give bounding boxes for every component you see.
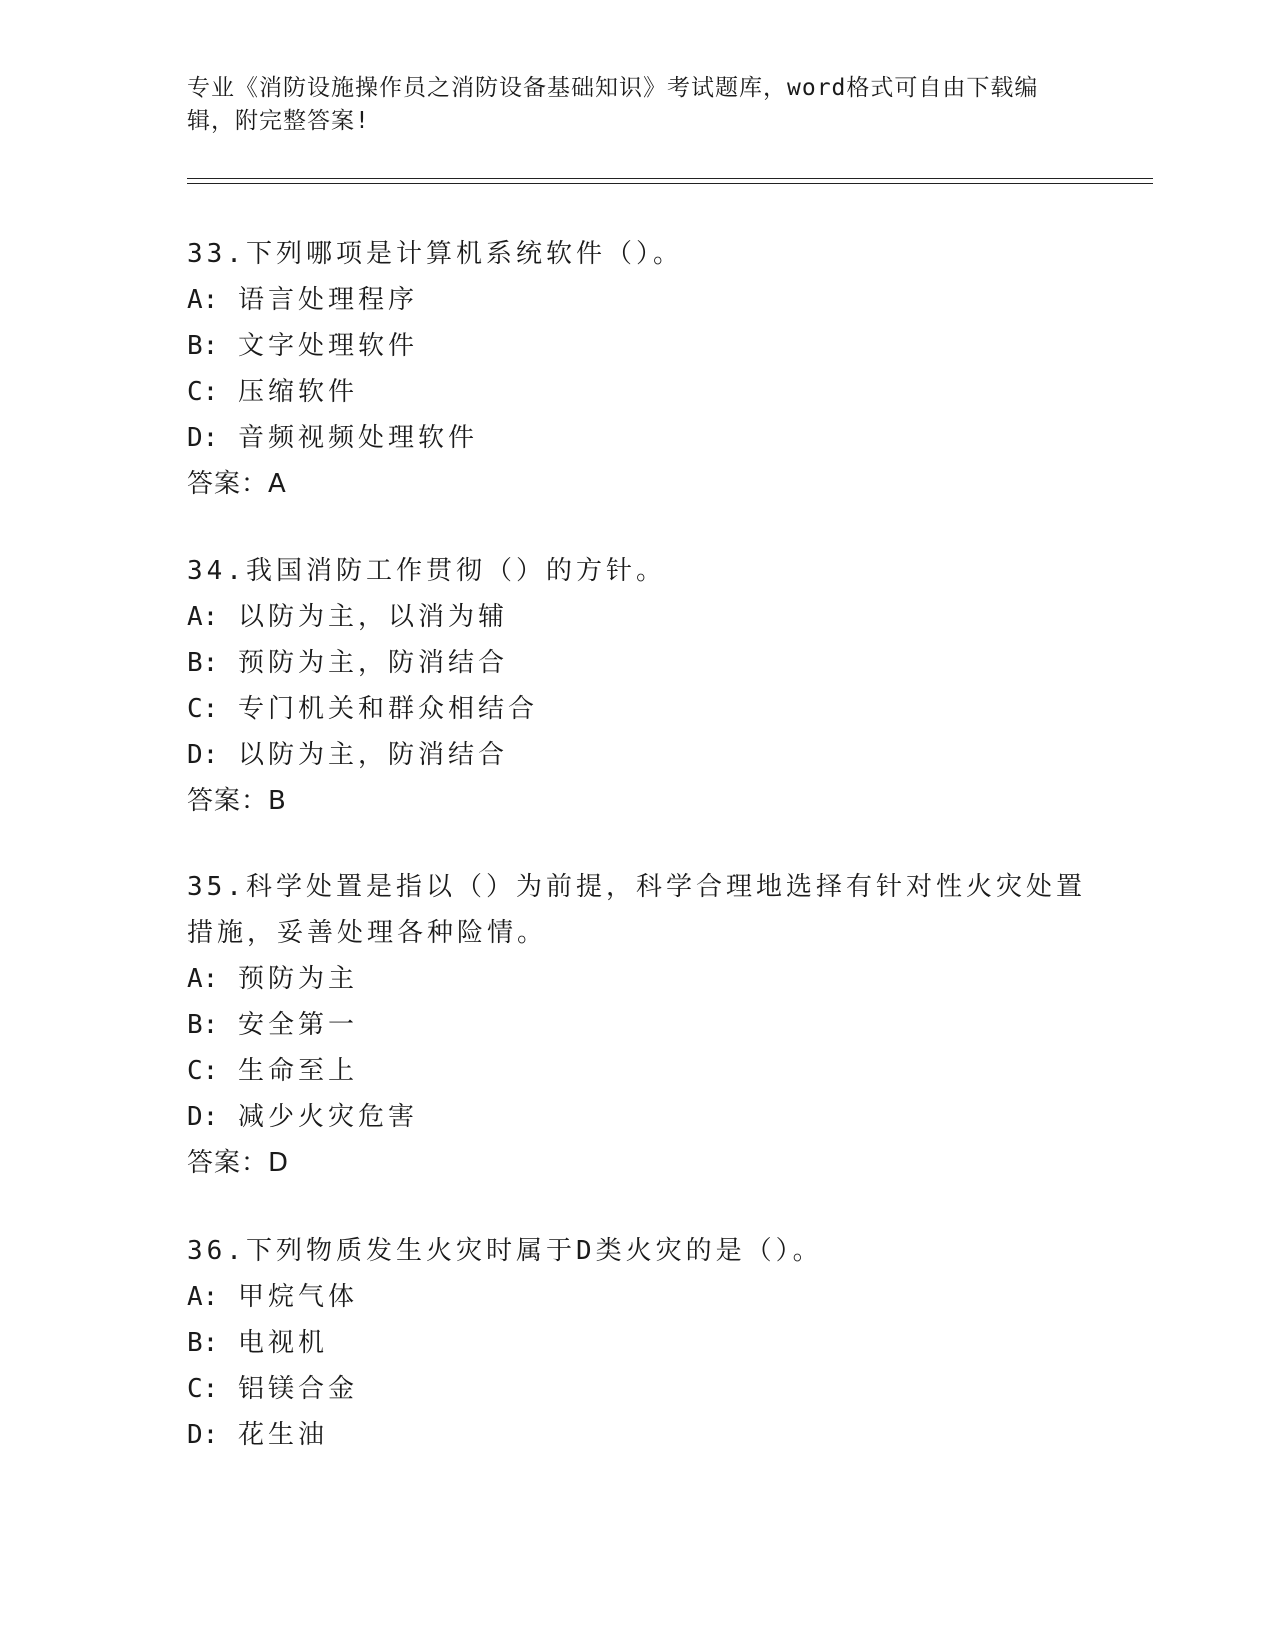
question-33 [187,231,1087,507]
option-text: 甲烷气体 [237,1282,358,1312]
option-label: A: [187,285,219,315]
option-label: B: [187,331,219,361]
question-34 [187,548,1087,824]
option-text: 以防为主，防消结合 [237,740,508,770]
question-stem: 35.科学处置是指以（）为前提，科学合理地选择有针对性火灾处置措施，妥善处理各种险情。 [187,872,1086,948]
document-header: 专业《消防设施操作员之消防设备基础知识》考试题库，word格式可自由下载编辑，附完整答案! [187,75,1039,134]
option-label: C: [187,694,219,724]
option-text: 专门机关和群众相结合 [237,694,538,724]
option-label: C: [187,377,219,407]
option-b [187,1320,1087,1366]
option-b [187,640,1087,686]
option-text: 压缩软件 [237,377,358,407]
option-label: B: [187,648,219,678]
option-text: 预防为主，防消结合 [237,648,508,678]
option-text: 花生油 [237,1420,328,1450]
question-36 [187,1228,1087,1458]
answer: 答案：A [187,469,287,499]
option-label: D: [187,1420,219,1450]
option-label: D: [187,423,219,453]
question-stem: 36.下列物质发生火灾时属于D类火灾的是（）。 [187,1236,823,1266]
option-text: 文字处理软件 [237,331,418,361]
question-stem: 33.下列哪项是计算机系统软件（）。 [187,239,683,269]
answer: 答案：D [187,1148,290,1178]
option-a [187,277,1087,323]
header-divider-bottom [187,183,1153,184]
option-label: C: [187,1056,219,1086]
option-label: D: [187,740,219,770]
option-text: 电视机 [237,1328,328,1358]
option-label: C: [187,1374,219,1404]
option-label: B: [187,1328,219,1358]
option-c [187,369,1087,415]
option-d [187,1094,1087,1140]
option-label: A: [187,1282,219,1312]
option-text: 减少火灾危害 [237,1102,418,1132]
option-label: D: [187,1102,219,1132]
option-d [187,732,1087,778]
option-c [187,686,1087,732]
option-text: 音频视频处理软件 [237,423,478,453]
option-text: 铝镁合金 [237,1374,358,1404]
option-a [187,956,1087,1002]
question-stem: 34.我国消防工作贯彻（）的方针。 [187,556,666,586]
option-text: 以防为主，以消为辅 [237,602,508,632]
option-b [187,323,1087,369]
option-a [187,1274,1087,1320]
option-c [187,1366,1087,1412]
option-label: B: [187,1010,219,1040]
answer: 答案：B [187,786,287,816]
option-text: 生命至上 [237,1056,358,1086]
option-d [187,415,1087,461]
option-text: 预防为主 [237,964,358,994]
header-divider-top [187,178,1153,179]
option-b [187,1002,1087,1048]
option-c [187,1048,1087,1094]
option-label: A: [187,964,219,994]
option-text: 语言处理程序 [237,285,418,315]
option-text: 安全第一 [237,1010,358,1040]
question-35 [187,864,1087,1186]
option-d [187,1412,1087,1458]
option-label: A: [187,602,219,632]
option-a [187,594,1087,640]
